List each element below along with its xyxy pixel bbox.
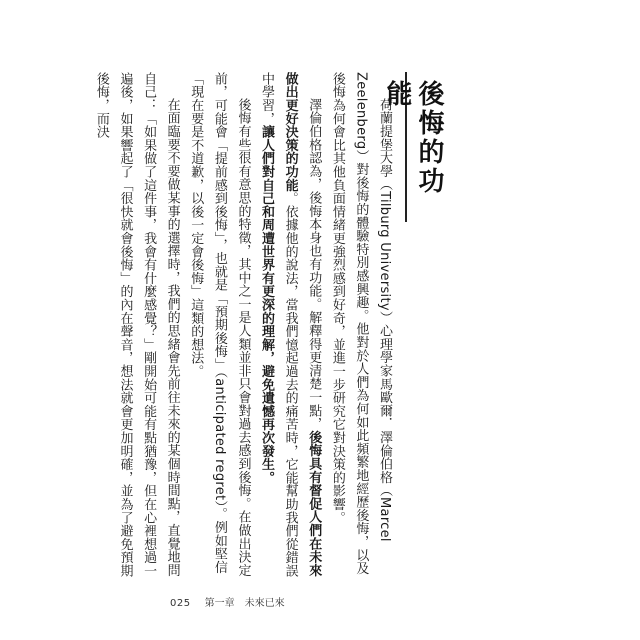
chapter-title: 第一章 未來已來 xyxy=(204,598,285,609)
page-footer xyxy=(170,594,285,610)
paragraph-2 xyxy=(254,72,325,580)
section-heading: 後悔的功能 xyxy=(382,80,444,196)
paragraph-1 xyxy=(325,72,396,580)
paragraph-2-text-b: 。依據他的說法，當我們憶起過去的痛苦時，它能幫助我們從錯誤中學習， xyxy=(259,72,298,578)
paragraph-4 xyxy=(89,72,183,580)
page-number: 025 xyxy=(170,598,191,609)
paragraph-2-bold-a: 後悔具有督促人們在未來做出更好決策的功能 xyxy=(282,72,322,577)
body-text xyxy=(93,72,396,580)
paragraph-3 xyxy=(184,72,255,580)
paragraph-2-bold-b: 讓人們對自己和周遭世界有更深的理解，避免遺憾再次發生。 xyxy=(259,125,275,485)
paragraph-4-text: 在面臨要不要做某事的選擇時，我們的思緒會先前往未來的某個時間點，直覺地問自己：「如果做了這件事，我會有什麼感覺？」剛開始可能有點猶豫，但在心裡想過一遍後，如果響起了「很快就會後悔」的內在聲音，想法就會更加明確，並為了避免預期後悔，而決 xyxy=(93,72,180,578)
paragraph-3-text: 後悔有些很有意思的特徵，其中之一是人類並非只會對過去感到後悔。在做出決定前，可能會「提前感到後悔」，也就是「預期後悔」（anticipated regret）。例如堅信「現在要是不道歉，以後一定會後悔」這類的想法。 xyxy=(188,72,251,577)
paragraph-2-text-a: 澤倫伯格認為，後悔本身也有功能。解釋得更清楚一點， xyxy=(306,98,322,431)
paragraph-1-text: 荷蘭提堡大學（Tilburg University）心理學家馬歐爾．澤倫伯格（Marcel Zeelenberg）對後悔的體驗特別感興趣。他對於人們為何如此頻繁地經歷後悔，以及後悔為何會比其他負面情緒更強烈感到好奇，並進一步研究它對決策的影響。 xyxy=(329,72,392,575)
